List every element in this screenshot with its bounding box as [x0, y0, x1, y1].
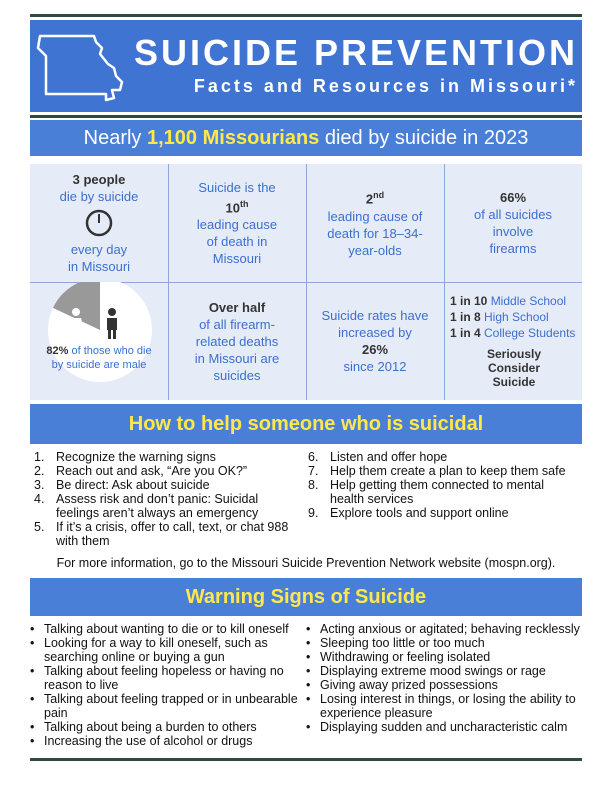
stat-text: of those who die by suicide are male	[51, 345, 152, 371]
step-number: 3.	[34, 478, 45, 492]
step-number: 6.	[308, 450, 319, 464]
stat-rank-suffix: nd	[373, 190, 385, 201]
step-text: Listen and offer hope	[330, 450, 448, 464]
student-row: 1 in 4 College Students	[450, 326, 576, 340]
step-text: Assess risk and don’t panic: Suicidal feelings aren’t always an emergency	[56, 492, 259, 520]
stat-text: year-olds	[348, 242, 402, 258]
help-step	[308, 478, 580, 506]
warning-list-left	[30, 622, 302, 748]
headline-highlight: 1,100 Missourians	[147, 127, 320, 149]
warning-sign	[30, 636, 302, 664]
warning-sign-text: Talking about being a burden to others	[44, 720, 257, 734]
step-number: 9.	[308, 506, 319, 520]
title-bottom-rule	[30, 115, 582, 118]
male-pie-chart	[30, 282, 170, 400]
stat-daily-deaths	[30, 164, 168, 282]
stat-pct: 66%	[499, 190, 527, 205]
student-footer: Seriously Consider Suicide	[486, 347, 542, 389]
bullet-icon: •	[30, 664, 35, 678]
bullet-icon: •	[306, 636, 311, 650]
bullet-icon: •	[306, 720, 311, 734]
step-text: Explore tools and support online	[330, 506, 509, 520]
bullet-icon: •	[30, 622, 35, 636]
stat-text: since 2012	[343, 359, 407, 374]
stat-rank: 2	[365, 191, 374, 207]
stat-bold: 3 people	[72, 172, 126, 187]
warning-sign	[30, 664, 302, 692]
help-step	[34, 464, 302, 478]
help-step	[34, 478, 302, 492]
stat-text: leading cause	[196, 217, 278, 233]
headline-prefix: Nearly	[83, 127, 147, 149]
page-subtitle: Facts and Resources in Missouri*	[193, 76, 578, 96]
bullet-icon: •	[30, 720, 35, 734]
stat-text: firearms	[489, 241, 537, 256]
step-number: 8.	[308, 478, 319, 492]
stat-pct: 26%	[361, 342, 389, 357]
help-step	[308, 450, 580, 464]
warning-sign	[30, 622, 302, 636]
stat-text: in Missouri are	[194, 350, 280, 366]
stat-rank: 10	[225, 200, 240, 216]
warning-sign	[30, 692, 302, 720]
stat-text: of all suicides	[473, 207, 553, 222]
stat-text: increased by	[338, 325, 412, 340]
warning-sign	[30, 734, 302, 748]
stat-over-half	[168, 282, 306, 400]
stat-students	[444, 282, 582, 400]
stat-text: suicides	[213, 367, 261, 383]
warning-banner: Warning Signs of Suicide	[30, 578, 582, 616]
step-number: 5.	[34, 520, 45, 534]
warning-sign	[306, 650, 582, 664]
warning-sign-text: Sleeping too little or too much	[320, 636, 485, 650]
clock-icon	[85, 209, 113, 237]
bullet-icon: •	[306, 692, 311, 706]
warning-sign-text: Displaying extreme mood swings or rage	[320, 664, 546, 678]
stat-text: leading cause of	[327, 208, 423, 224]
warning-sign	[30, 720, 302, 734]
stat-firearms	[444, 164, 582, 282]
warning-sign	[306, 636, 582, 650]
bullet-icon: •	[30, 636, 35, 650]
stat-bold: Over half	[208, 299, 266, 315]
help-step	[34, 492, 302, 520]
stat-2nd-leading	[306, 164, 444, 282]
stat-text: related deaths	[195, 333, 279, 349]
stat-text: Missouri	[212, 251, 262, 267]
missouri-outline-icon	[36, 30, 126, 105]
page-title: SUICIDE PREVENTION	[133, 32, 578, 73]
warning-sign-text: Losing interest in things, or losing the ability to experience pleasure	[320, 692, 576, 720]
warning-sign	[306, 678, 582, 692]
help-step	[308, 464, 580, 478]
step-text: If it’s a crisis, offer to call, text, or chat 988 with them	[56, 520, 289, 548]
step-number: 1.	[34, 450, 45, 464]
headline-suffix: died by suicide in 2023	[319, 127, 529, 149]
bullet-icon: •	[30, 692, 35, 706]
step-number: 2.	[34, 464, 45, 478]
help-step	[308, 506, 580, 520]
help-list-right	[308, 450, 580, 520]
male-caption	[40, 344, 158, 372]
warning-sign-text: Talking about wanting to die or to kill oneself	[44, 622, 289, 636]
stat-text: of death in	[206, 234, 268, 250]
top-rule	[30, 14, 582, 17]
more-info-text: For more information, go to the Missouri Suicide Prevention Network website (mospn.org).	[56, 556, 556, 570]
help-step	[34, 520, 302, 548]
warning-sign-text: Talking about feeling trapped or in unbearable pain	[44, 692, 298, 720]
warning-sign-text: Increasing the use of alcohol or drugs	[44, 734, 253, 748]
student-row: 1 in 10 Middle School	[450, 294, 567, 308]
bullet-icon: •	[306, 650, 311, 664]
stat-rank-suffix: th	[239, 198, 249, 209]
warning-list-right	[306, 622, 582, 734]
step-number: 4.	[34, 492, 45, 506]
bullet-icon: •	[306, 622, 311, 636]
student-row: 1 in 8 High School	[450, 310, 549, 324]
stat-male	[30, 282, 168, 400]
warning-sign	[306, 720, 582, 734]
step-text: Be direct: Ask about suicide	[56, 478, 210, 492]
step-number: 7.	[308, 464, 319, 478]
stat-10th-leading	[168, 164, 306, 282]
warning-sign-text: Talking about feeling hopeless or having no reason to live	[44, 664, 284, 692]
step-text: Recognize the warning signs	[56, 450, 216, 464]
step-text: Help them create a plan to keep them safe	[330, 464, 566, 478]
bullet-icon: •	[306, 678, 311, 692]
stat-text: Suicide is the	[198, 179, 276, 195]
stat-text: in Missouri	[67, 259, 131, 274]
warning-sign	[306, 622, 582, 636]
stats-grid	[30, 164, 582, 400]
headline-banner	[30, 120, 582, 156]
stat-pct: 82%	[46, 345, 69, 357]
stat-text: death for 18–34-	[327, 225, 423, 241]
help-step	[34, 450, 302, 464]
bullet-icon: •	[306, 664, 311, 678]
stat-text: Suicide rates have	[321, 308, 429, 323]
help-banner: How to help someone who is suicidal	[30, 404, 582, 444]
warning-sign-text: Giving away prized possessions	[320, 678, 498, 692]
bullet-icon: •	[30, 734, 35, 748]
warning-sign	[306, 692, 582, 720]
stat-rate-increase	[306, 282, 444, 400]
help-list-left	[34, 450, 302, 548]
warning-sign-text: Acting anxious or agitated; behaving recklessly	[320, 622, 580, 636]
stat-text: involve	[492, 224, 534, 239]
warning-sign-text: Withdrawing or feeling isolated	[320, 650, 491, 664]
stat-text: every day	[70, 242, 128, 257]
stat-text: of all firearm-	[199, 316, 275, 332]
warning-sign-text: Looking for a way to kill oneself, such as searching online or buying a gun	[44, 636, 268, 664]
step-text: Help getting them connected to mental health services	[330, 478, 545, 506]
step-text: Reach out and ask, “Are you OK?”	[56, 464, 248, 478]
warning-sign	[306, 664, 582, 678]
bottom-rule	[30, 758, 582, 761]
stat-text: die by suicide	[59, 189, 139, 204]
warning-sign-text: Displaying sudden and uncharacteristic calm	[320, 720, 568, 734]
